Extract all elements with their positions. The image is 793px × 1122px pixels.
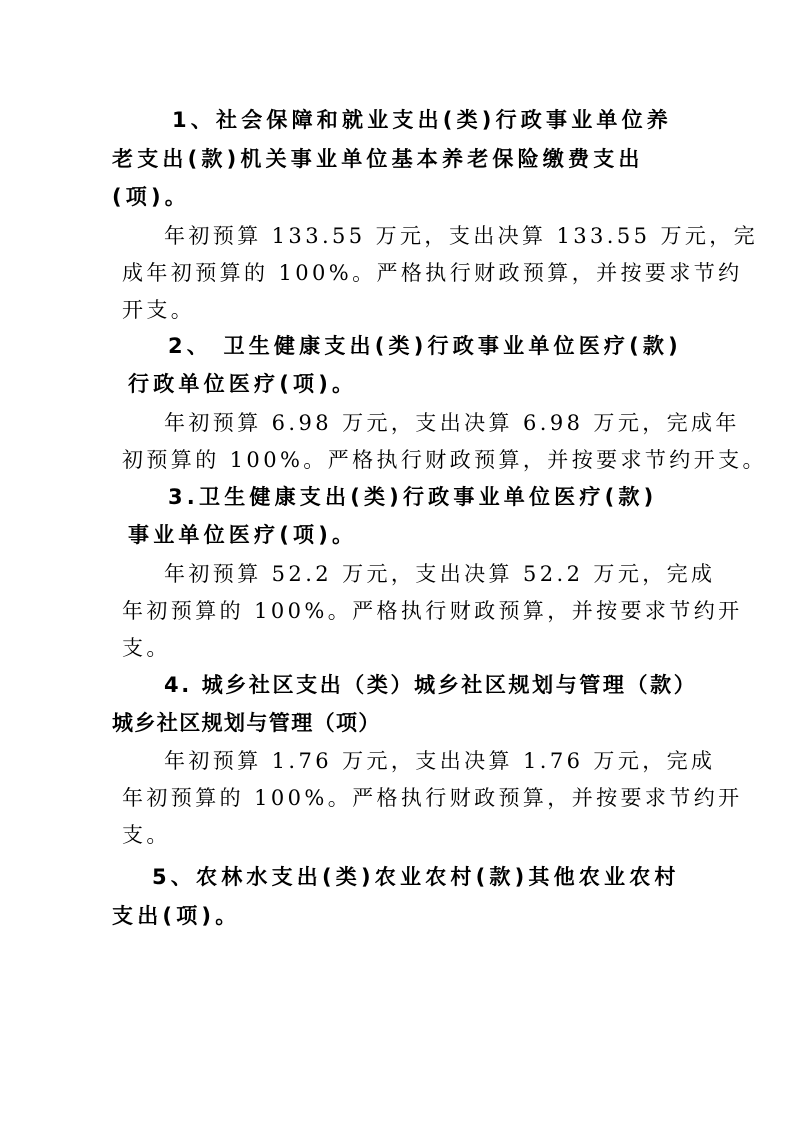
section-4-heading-line-2: 城乡社区规划与管理（项） <box>112 711 381 735</box>
section-5-heading-line-1: 5、农林水支出(类)农业农村(款)其他农业农村 <box>152 865 680 889</box>
section-1-heading-line-3: (项)。 <box>112 185 190 209</box>
section-3-body-line-2: 年初预算的 100%。严格执行财政预算，并按要求节约开 <box>122 599 743 623</box>
section-1-body-line-3: 开支。 <box>122 298 196 322</box>
section-1-heading-line-2: 老支出(款)机关事业单位基本养老保险缴费支出 <box>112 147 644 171</box>
section-3-heading-line-1: 3.卫生健康支出(类)行政事业单位医疗(款) <box>168 485 658 509</box>
section-1-heading-line-1: 1、社会保障和就业支出(类)行政事业单位养 <box>172 108 673 132</box>
section-2-body-line-1: 年初预算 6.98 万元，支出决算 6.98 万元，完成年 <box>164 411 740 435</box>
section-1-body-line-2: 成年初预算的 100%。严格执行财政预算，并按要求节约 <box>122 261 743 285</box>
section-2-heading-line-1: 2、 卫生健康支出(类)行政事业单位医疗(款) <box>168 334 682 358</box>
section-5-heading-line-2: 支出(项)。 <box>112 904 241 928</box>
section-4-body-line-2: 年初预算的 100%。严格执行财政预算，并按要求节约开 <box>122 786 743 810</box>
section-4-body-line-3: 支。 <box>122 823 171 847</box>
section-3-body-line-3: 支。 <box>122 636 171 660</box>
section-3-heading-line-2: 事业单位医疗(项)。 <box>128 523 358 547</box>
section-3-body-line-1: 年初预算 52.2 万元，支出决算 52.2 万元，完成 <box>164 562 716 586</box>
section-1-body-line-1: 年初预算 133.55 万元，支出决算 133.55 万元，完 <box>164 224 759 248</box>
section-2-body-line-2: 初预算的 100%。严格执行财政预算，并按要求节约开支。 <box>122 448 767 472</box>
section-4-body-line-1: 年初预算 1.76 万元，支出决算 1.76 万元，完成 <box>164 749 716 773</box>
section-2-heading-line-2: 行政单位医疗(项)。 <box>128 372 358 396</box>
section-4-heading-line-1: 4. 城乡社区支出（类）城乡社区规划与管理（款） <box>164 673 698 697</box>
